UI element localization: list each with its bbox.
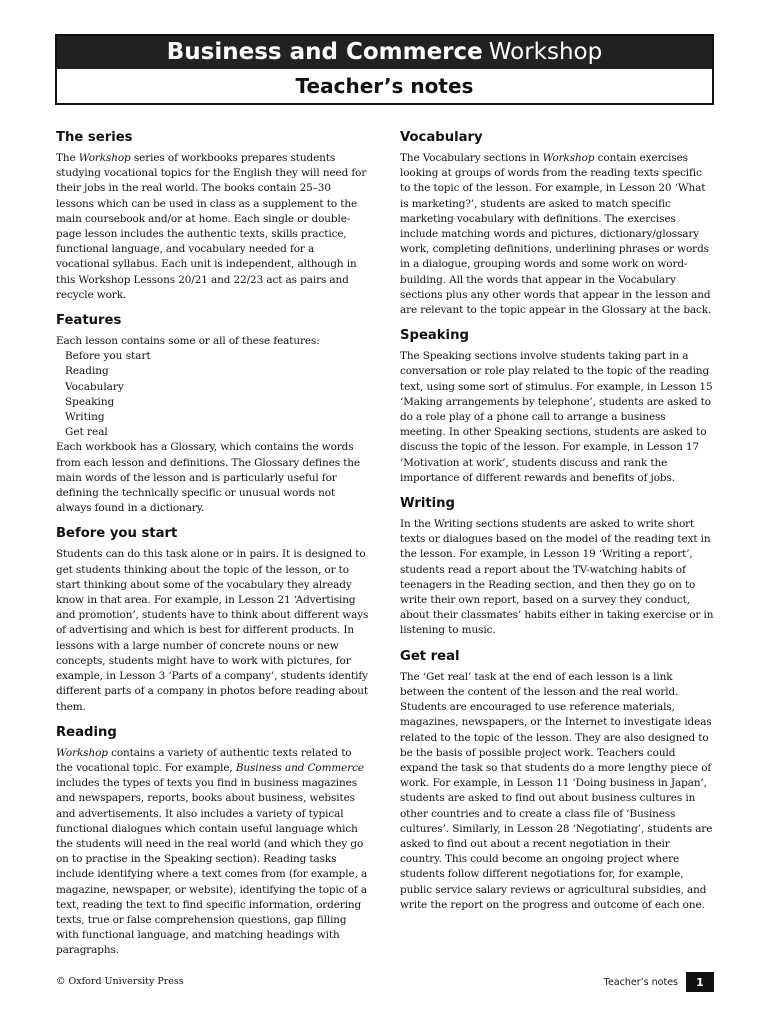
reading-text-2: includes the types of texts you find in business magazines and newspapers, reports, books about business, websites and advertisements. It also includes a variety of typical functional dialogues which contain useful language which the students will need in the real world (and which they go on to practise in the Speaking section). Reading tasks include identifying where a text comes from (for example, a magazine, newspaper, or website), identifying the topic of a text, reading the text to find specific information, ordering texts, true or false comprehension questions, gap filling with functional language, and matching headings with paragraphs.	[56, 777, 368, 957]
reading-italic-2: Business and Commerce	[235, 761, 364, 774]
heading-before-you-start: Before you start	[56, 526, 178, 542]
features-item: Speaking	[65, 395, 115, 408]
copyright: © Oxford University Press	[56, 976, 184, 987]
heading-reading: Reading	[56, 724, 117, 740]
header-subtitle: Teacher’s notes	[295, 74, 474, 98]
section-writing	[400, 494, 714, 639]
header-title-light: Workshop	[488, 39, 603, 65]
vocabulary-text	[400, 151, 714, 318]
reading-italic-1: Workshop	[56, 746, 108, 759]
vocabulary-text-2: contain exercises looking at groups of words from the reading texts specific to the topic of the lesson. For example, in Lesson 20 ‘What is marketing?’, students are asked to match specific marketing vocabulary with definitions. The exercises include matching words and pictures, dictionary/glossary work, completing definitions, underlining phrases or words in a dialogue, grouping words and some work on word-building. All the words that appear in the Vocabulary sections plus any other words that appear in the lesson and are relevant to the topic appear in the Glossary at the back.	[400, 152, 712, 317]
section-speaking	[400, 326, 714, 486]
series-text-b: series of workbooks prepares students studying vocational topics for the English they will need for their jobs in the real world. The books contain 25–30 lessons which can be used in class as a supplement to the main coursebook and/or at home. Each single or double-page lesson includes the authentic texts, skills practice, functional language, and vocabulary needed for a vocational syllabus. Each unit is independent, although in this Workshop Lessons 20/21 and 22/23 act as pairs and recycle work.	[56, 152, 367, 301]
before-text: Students can do this task alone or in pairs. It is designed to get students thinking about the topic of the lesson, or to start thinking about some of the vocabulary they already know in that area. For example, in Lesson 21 ‘Advertising and promotion’, students have to think about different ways of advertising and which is best for different products. In lessons with a large number of concrete nouns or new concepts, students might have to work with pictures, for example, in Lesson 3 ‘Parts of a company’, students identify different parts of a company in photos before reading about them.	[56, 548, 369, 713]
features-item: Vocabulary	[65, 380, 124, 393]
header-title-bar	[57, 36, 712, 69]
heading-speaking: Speaking	[400, 328, 469, 344]
features-item: Get real	[65, 426, 108, 439]
footer-label: Teacher’s notes	[603, 976, 678, 988]
section-features	[56, 311, 370, 516]
section-series	[56, 128, 370, 303]
getreal-text: The ‘Get real’ task at the end of each lesson is a link between the content of the lesson and the real world. Students are encouraged to use reference materials, magazines, newspapers, or the Internet to investigate ideas related to the topic of the lesson. They are also designed to be the basis of possible project work. Teachers could expand the task so that students do a more lengthy piece of work. For example, in Lesson 11 ‘Doing business in Japan’, students are asked to find out about business cultures in other countries and to create a class file of ‘Business cultures’. Similarly, in Lesson 28 ‘Negotiating’, students are asked to find out about a recent negotiation in their country. This could become an ongoing project where students follow different negotiations for, for example, public service salary reviews or agricultural subsidies, and write the report on the progress and outcome of each one.	[400, 670, 713, 911]
page-number: 1	[686, 972, 714, 992]
reading-text	[56, 746, 370, 959]
features-intro: Each lesson contains some or all of these features:	[56, 335, 320, 348]
heading-features: Features	[56, 313, 122, 329]
series-text	[56, 151, 370, 303]
section-reading	[56, 723, 370, 959]
features-item: Before you start	[65, 350, 151, 363]
features-list	[56, 349, 370, 440]
left-column	[56, 128, 370, 967]
header-title-bold: Business and Commerce	[166, 39, 483, 65]
series-text-italic: Workshop	[78, 152, 131, 164]
right-column	[400, 128, 714, 921]
vocabulary-text-1: The Vocabulary sections in	[400, 152, 543, 164]
heading-get-real: Get real	[400, 648, 460, 664]
page-header	[55, 34, 714, 105]
heading-series: The series	[56, 130, 133, 145]
page-footer	[604, 972, 714, 992]
section-get-real	[400, 647, 714, 913]
writing-text: In the Writing sections students are asked to write short texts or dialogues based on the model of the reading text in the lesson. For example, in Lesson 19 ‘Writing a report’, students read a report about the TV-watching habits of teenagers in the Reading section, and then they go on to write their own report, based on a survey they conduct, about their classmates’ habits either in taking exercise or in listening to music.	[400, 518, 714, 637]
features-outro: Each workbook has a Glossary, which contains the words from each lesson and definitions. The Glossary defines the main words of the lesson and is particularly useful for defining the technically specific or unusual words not always found in a dictionary.	[56, 441, 360, 515]
section-vocabulary	[400, 128, 714, 318]
section-before-you-start	[56, 524, 370, 714]
features-item: Reading	[65, 365, 109, 378]
heading-vocabulary: Vocabulary	[400, 130, 483, 145]
heading-writing: Writing	[400, 496, 455, 512]
speaking-text: The Speaking sections involve students taking part in a conversation or role play related to the topic of the reading text, using some sort of stimulus. For example, in Lesson 15 ‘Making arrangements by telephone’, students are asked to do a role play of a phone call to arrange a business meeting. In other Speaking sections, students are asked to discuss the topic of the lesson. For example, in Lesson 17 ‘Motivation at work’, students discuss and rank the importance of different rewards and benefits of jobs.	[400, 350, 713, 484]
reading-text-1: contains a variety of authentic texts related to the vocational topic. For example,	[56, 746, 352, 774]
features-item: Writing	[65, 411, 105, 424]
series-text-a: The	[56, 152, 79, 164]
vocabulary-italic: Workshop	[542, 152, 595, 164]
